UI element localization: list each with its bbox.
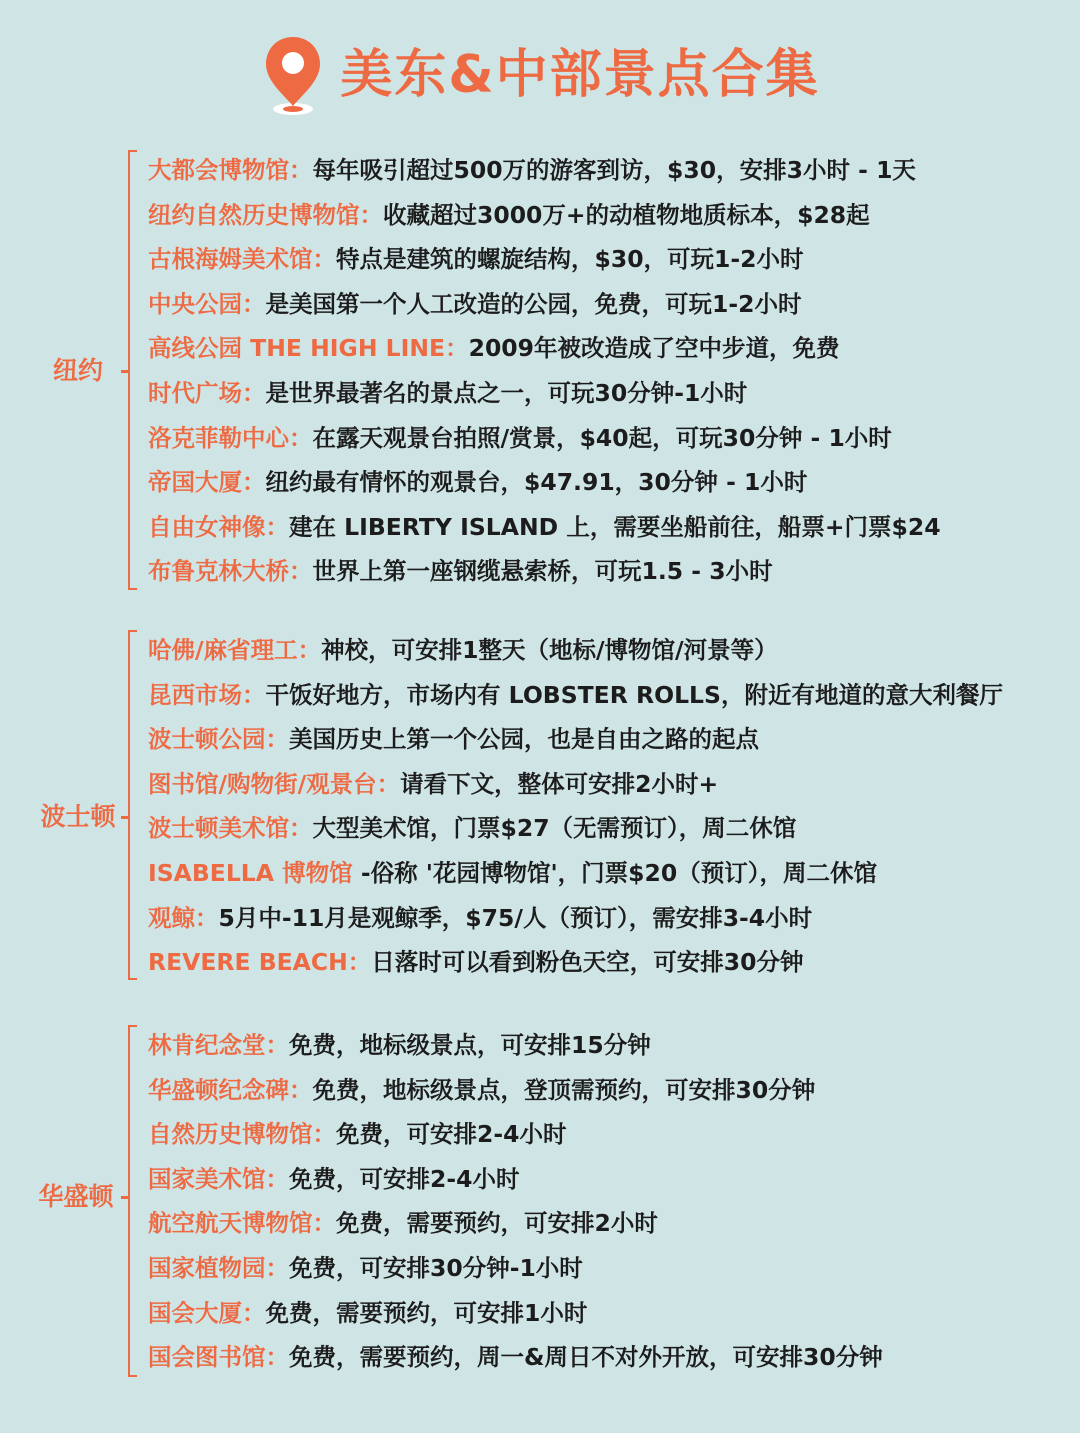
list-item — [148, 416, 941, 461]
list-item — [148, 549, 941, 594]
attraction-name: 国会大厦： — [148, 1298, 266, 1327]
attraction-name: 哈佛/麻省理工： — [148, 636, 322, 664]
attraction-desc: 每年吸引超过500万的游客到访，$30，安排3小时 - 1天 — [312, 156, 916, 184]
attraction-desc: 日落时可以看到粉色天空，可安排30分钟 — [371, 948, 804, 977]
attraction-name: 航空航天博物馆： — [148, 1209, 336, 1238]
attraction-desc: 请看下文，整体可安排2小时+ — [400, 769, 719, 798]
attraction-list — [148, 148, 941, 594]
page-header — [0, 30, 1080, 120]
list-item — [148, 282, 941, 327]
attraction-name: 国家植物园： — [148, 1253, 289, 1282]
list-item — [148, 1112, 883, 1157]
list-item — [148, 806, 1003, 851]
attraction-name: 古根海姆美术馆： — [148, 245, 336, 274]
attraction-desc: 免费，需要预约，可安排1小时 — [265, 1298, 588, 1327]
list-item — [148, 940, 1003, 985]
list-item — [148, 1201, 883, 1246]
list-item — [148, 193, 941, 238]
attraction-list — [148, 628, 1003, 985]
list-item — [148, 628, 1003, 673]
attraction-desc: 免费，地标级景点，可安排15分钟 — [289, 1031, 651, 1059]
location-pin-icon — [260, 33, 326, 117]
list-item — [148, 1157, 883, 1202]
attraction-desc: 神校，可安排1整天（地标/博物馆/河景等） — [321, 636, 778, 664]
list-item — [148, 460, 941, 505]
attraction-desc: 在露天观景台拍照/赏景，$40起，可玩30分钟 - 1小时 — [312, 423, 892, 452]
page-title: 美东&中部景点合集 — [340, 45, 820, 105]
list-item — [148, 1335, 883, 1380]
city-label: 华盛顿 — [38, 1182, 114, 1211]
list-item — [148, 326, 941, 371]
attraction-name: 图书馆/购物街/观景台： — [148, 769, 401, 798]
list-item — [148, 851, 1003, 896]
city-label: 波士顿 — [40, 802, 116, 831]
list-item — [148, 896, 1003, 941]
attraction-name: ISABELLA 博物馆 — [148, 858, 353, 887]
attraction-desc: 特点是建筑的螺旋结构，$30，可玩1-2小时 — [336, 245, 804, 274]
attraction-name: 昆西市场： — [148, 680, 266, 709]
attraction-desc: 美国历史上第一个公园，也是自由之路的起点 — [289, 725, 759, 754]
list-item — [148, 505, 941, 550]
attraction-desc: -俗称 '花园博物馆'，门票$20（预订），周二休馆 — [352, 858, 877, 887]
attraction-desc: 大型美术馆，门票$27（无需预订），周二休馆 — [312, 814, 797, 843]
attraction-name: 纽约自然历史博物馆： — [148, 200, 383, 229]
attraction-name: 自然历史博物馆： — [148, 1120, 336, 1149]
attraction-name: 洛克菲勒中心： — [148, 423, 313, 452]
attraction-name: 波士顿美术馆： — [148, 814, 313, 843]
attraction-desc: 免费，可安排2-4小时 — [336, 1120, 567, 1149]
list-item — [148, 1068, 883, 1113]
attraction-name: 自由女神像： — [148, 512, 289, 541]
attraction-desc: 免费，需要预约，可安排2小时 — [336, 1209, 658, 1238]
attraction-desc: 2009年被改造成了空中步道，免费 — [468, 334, 840, 363]
attraction-name: 帝国大厦： — [148, 468, 266, 497]
attraction-name: 高线公园 THE HIGH LINE： — [148, 334, 469, 363]
list-item — [148, 1023, 883, 1068]
attraction-desc: 免费，地标级景点，登顶需预约，可安排30分钟 — [312, 1075, 816, 1104]
attraction-name: REVERE BEACH： — [148, 948, 372, 977]
attraction-name: 国家美术馆： — [148, 1164, 289, 1193]
list-item — [148, 1246, 883, 1291]
attraction-desc: 收藏超过3000万+的动植物地质标本，$28起 — [383, 200, 870, 229]
attraction-name: 波士顿公园： — [148, 725, 289, 754]
list-item — [148, 673, 1003, 718]
attraction-name: 布鲁克林大桥： — [148, 557, 313, 586]
list-item — [148, 717, 1003, 762]
list-item — [148, 762, 1003, 807]
attraction-name: 观鲸： — [148, 903, 219, 932]
attraction-list — [148, 1023, 883, 1380]
attraction-name: 华盛顿纪念碑： — [148, 1075, 313, 1104]
list-item — [148, 371, 941, 416]
attraction-desc: 免费，可安排30分钟-1小时 — [289, 1253, 583, 1282]
attraction-desc: 是世界最著名的景点之一，可玩30分钟-1小时 — [265, 378, 748, 407]
list-item — [148, 148, 941, 193]
attraction-desc: 免费，可安排2-4小时 — [289, 1164, 520, 1193]
attraction-desc: 免费，需要预约，周一&周日不对外开放，可安排30分钟 — [289, 1343, 883, 1372]
attraction-desc: 5月中-11月是观鲸季，$75/人（预订），需安排3-4小时 — [218, 903, 813, 932]
city-label: 纽约 — [52, 356, 103, 385]
attraction-name: 时代广场： — [148, 378, 266, 407]
attraction-name: 大都会博物馆： — [148, 156, 313, 184]
attraction-name: 国会图书馆： — [148, 1343, 289, 1372]
attraction-desc: 纽约最有情怀的观景台，$47.91，30分钟 - 1小时 — [265, 468, 808, 497]
list-item — [148, 1291, 883, 1336]
attraction-desc: 是美国第一个人工改造的公园，免费，可玩1-2小时 — [265, 289, 802, 318]
attraction-desc: 干饭好地方，市场内有 LOBSTER ROLLS，附近有地道的意大利餐厅 — [265, 680, 1003, 709]
attraction-name: 林肯纪念堂： — [148, 1031, 289, 1059]
list-item — [148, 237, 941, 282]
attraction-desc: 建在 LIBERTY ISLAND 上，需要坐船前往，船票+门票$24 — [289, 512, 941, 541]
attraction-name: 中央公园： — [148, 289, 266, 318]
attraction-desc: 世界上第一座钢缆悬索桥，可玩1.5 - 3小时 — [312, 557, 773, 586]
